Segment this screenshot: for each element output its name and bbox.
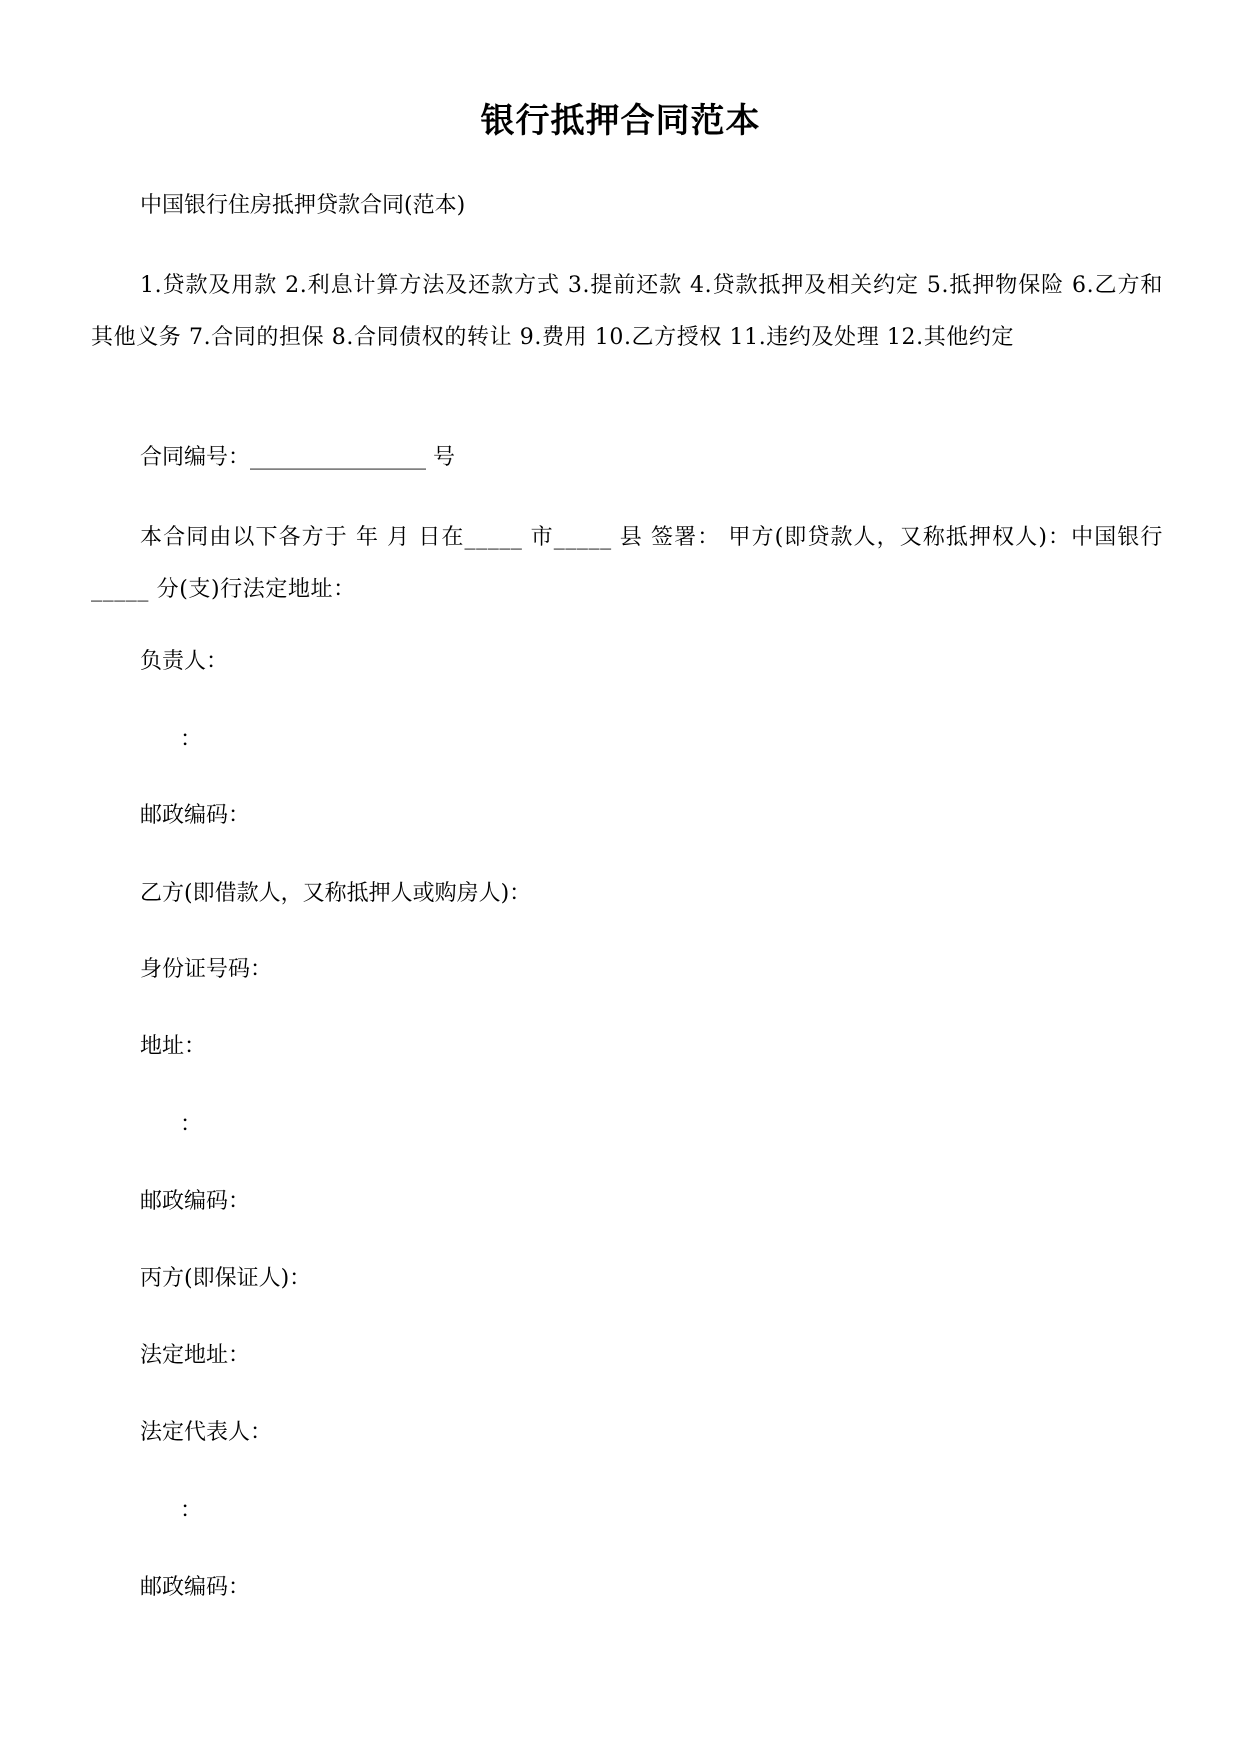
field-legal-representative: 法定代表人： xyxy=(140,1420,273,1445)
field-blank-label: ： xyxy=(180,1498,203,1523)
contents-list: 1.贷款及用款 2.利息计算方法及还款方式 3.提前还款 4.贷款抵押及相关约定 5.抵押物保险 6.乙方和其他义务 7.合同的担保 8.合同债权的转让 9.费用 10.乙方授权 11.违约及处理 12.其他约定 xyxy=(91,273,1163,350)
field-responsible-person: 负责人： xyxy=(140,649,229,674)
field-postal-code: 邮政编码： xyxy=(140,1575,251,1600)
field-blank-label: ： xyxy=(180,1112,203,1137)
document-title: 银行抵押合同范本 xyxy=(480,101,761,141)
field-postal-code: 邮政编码： xyxy=(140,1189,251,1214)
contract-subtitle: 中国银行住房抵押贷款合同(范本) xyxy=(140,193,466,218)
contract-number-line: 合同编号：________________ 号 xyxy=(140,445,455,470)
field-party-c: 丙方(即保证人)： xyxy=(140,1266,312,1291)
signing-statement: 本合同由以下各方于 年 月 日在_____ 市_____ 县 签署： 甲方(即贷款人，又称抵押权人)：中国银行_____ 分(支)行法定地址： xyxy=(91,525,1163,602)
field-party-b: 乙方(即借款人，又称抵押人或购房人)： xyxy=(140,881,532,906)
field-id-number: 身份证号码： xyxy=(140,957,273,982)
field-address: 地址： xyxy=(140,1034,207,1059)
field-legal-address: 法定地址： xyxy=(140,1343,251,1368)
field-blank-label: ： xyxy=(180,727,203,752)
field-postal-code: 邮政编码： xyxy=(140,803,251,828)
